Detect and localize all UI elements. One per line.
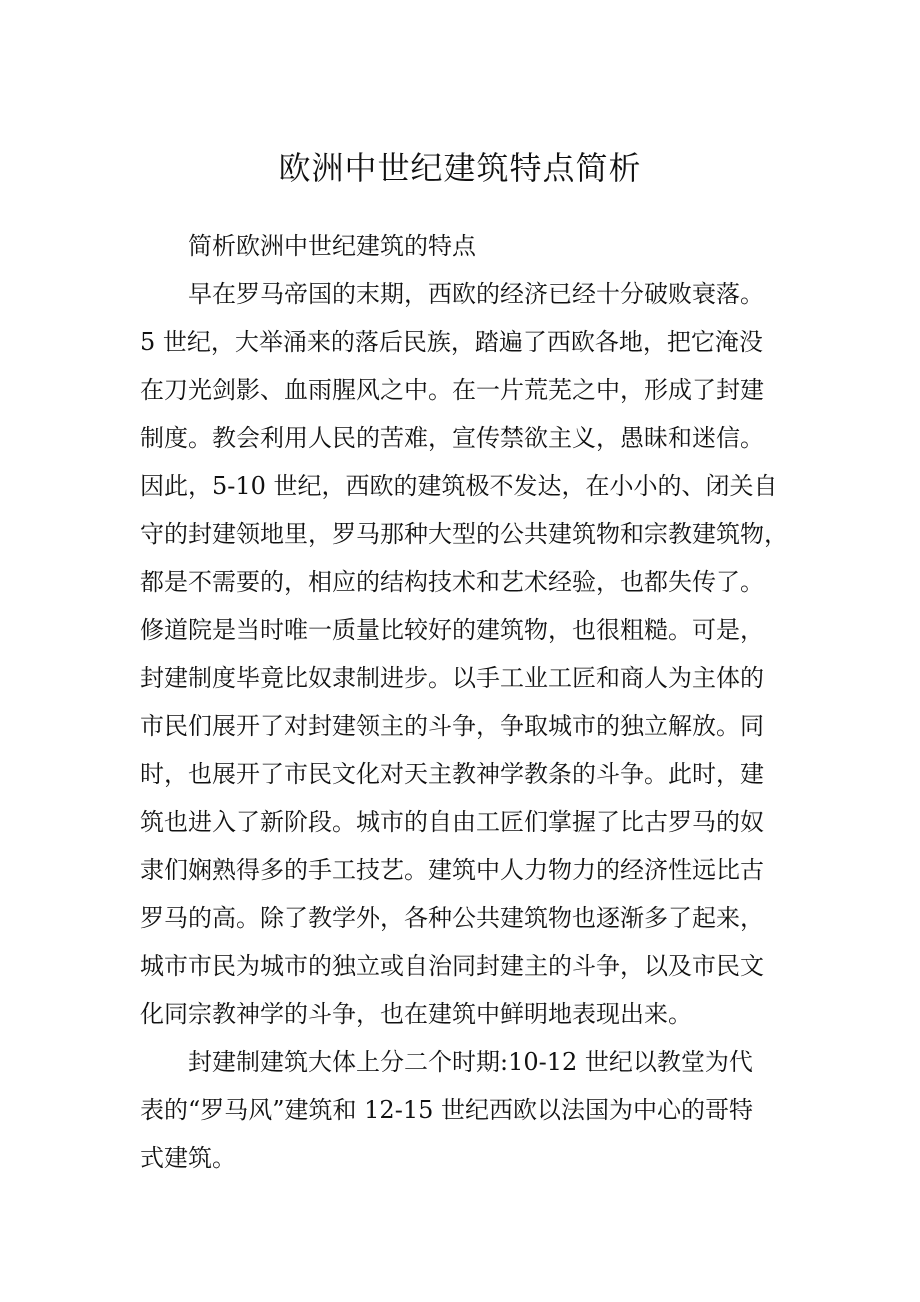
text-line: 封建制度毕竟比奴隶制进步。以手工业工匠和商人为主体的 bbox=[140, 664, 764, 692]
text-line: 因此，5-10 世纪，西欧的建筑极不发达，在小小的、闭关自 bbox=[140, 472, 778, 500]
text-line: 在刀光剑影、血雨腥风之中。在一片荒芜之中，形成了封建 bbox=[140, 376, 764, 404]
text-line: 守的封建领地里，罗马那种大型的公共建筑物和宗教建筑物， bbox=[140, 520, 788, 548]
text-line: 修道院是当时唯一质量比较好的建筑物，也很粗糙。可是， bbox=[140, 616, 764, 644]
text-line: 城市市民为城市的独立或自治同封建主的斗争，以及市民文 bbox=[140, 952, 764, 980]
text-line: 隶们娴熟得多的手工技艺。建筑中人力物力的经济性远比古 bbox=[140, 856, 764, 884]
text-line: 化同宗教神学的斗争，也在建筑中鲜明地表现出来。 bbox=[140, 1000, 692, 1028]
text-line: 表的“罗马风”建筑和 12-15 世纪西欧以法国为中心的哥特 bbox=[140, 1096, 753, 1124]
text-line: 早在罗马帝国的末期，西欧的经济已经十分破败衰落。 bbox=[188, 280, 764, 308]
text-line: 封建制建筑大体上分二个时期:10-12 世纪以教堂为代 bbox=[188, 1048, 753, 1076]
text-line: 罗马的高。除了教学外，各种公共建筑物也逐渐多了起来， bbox=[140, 904, 764, 932]
text-line: 筑也进入了新阶段。城市的自由工匠们掌握了比古罗马的奴 bbox=[140, 808, 764, 836]
text-line: 制度。教会利用人民的苦难，宣传禁欲主义，愚昧和迷信。 bbox=[140, 424, 764, 452]
text-line: 时，也展开了市民文化对天主教神学教条的斗争。此时，建 bbox=[140, 760, 764, 788]
text-line: 市民们展开了对封建领主的斗争，争取城市的独立解放。同 bbox=[140, 712, 764, 740]
text-line: 简析欧洲中世纪建筑的特点 bbox=[188, 232, 476, 260]
text-line: 式建筑。 bbox=[140, 1144, 236, 1172]
text-line: 都是不需要的，相应的结构技术和艺术经验，也都失传了。 bbox=[140, 568, 764, 596]
text-line: 5 世纪，大举涌来的落后民族，踏遍了西欧各地，把它淹没 bbox=[140, 328, 763, 356]
document-body bbox=[140, 222, 788, 1182]
document-title: 欧洲中世纪建筑特点简析 bbox=[278, 149, 642, 187]
